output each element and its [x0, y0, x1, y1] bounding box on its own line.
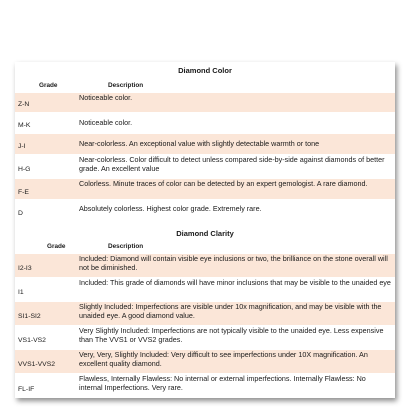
clarity-row-vs1-vs2 [15, 325, 395, 349]
grade-label: VS1-VS2 [18, 337, 46, 344]
diamond-grading-card [15, 62, 395, 398]
grade-description: Very, Very, Slightly Included: Very difficult to see imperfections under 10X magnification. An excellent quality diamond. [79, 350, 368, 368]
color-grade-header: Grade [39, 82, 58, 89]
grade-description: Slightly Included: Imperfections are visible under 10x magnification, and may be visible with the unaided eye. A good diamond value. [79, 302, 382, 320]
grade-label: H-G [18, 166, 31, 173]
grade-description: Near-colorless. An exceptional value with slightly detectable warmth or tone [79, 139, 320, 148]
color-row-m-k [15, 112, 395, 133]
color-table-header [15, 79, 395, 92]
clarity-row-fl-if [15, 373, 395, 397]
clarity-grade-header: Grade [47, 243, 66, 250]
grade-description: Noticeable color. [79, 93, 133, 102]
color-row-h-g [15, 154, 395, 178]
grade-label: F-E [18, 189, 29, 196]
clarity-table-header [15, 240, 395, 253]
grade-description: Flawless, Internally Flawless: No internal or external imperfections. Internally Flawless: No internal Imperfections. Very rare. [79, 374, 366, 392]
grade-label: J-I [18, 143, 26, 150]
color-row-d [15, 199, 395, 219]
clarity-row-vvs1-vvs2 [15, 349, 395, 373]
grade-description: Absolutely colorless. Highest color grade. Extremely rare. [79, 204, 262, 213]
grade-description: Very Slightly Included: Imperfections are not typically visible to the unaided eye. Less expensive than The VVS1 or VVS2 grades. [79, 326, 384, 344]
grade-description: Included: This grade of diamonds will have minor inclusions that may be visible to the unaided eye [79, 278, 391, 287]
grade-label: M-K [18, 122, 31, 129]
color-description-header: Description [108, 82, 144, 89]
section-spacer [15, 219, 395, 227]
clarity-description-header: Description [108, 243, 144, 250]
color-row-z-n [15, 92, 395, 112]
grade-label: FL-IF [18, 386, 35, 393]
grade-label: I1 [18, 289, 24, 296]
grade-label: I2-I3 [18, 265, 32, 272]
grade-description: Colorless. Minute traces of color can be detected by an expert gemologist. A rare diamond. [79, 179, 368, 188]
color-row-j-i [15, 133, 395, 154]
grade-label: Z-N [18, 101, 30, 108]
grade-label: VVS1-VVS2 [18, 361, 56, 368]
clarity-row-i1 [15, 277, 395, 301]
color-table-title: Diamond Color [178, 66, 232, 75]
grade-description: Included: Diamond will contain visible eye inclusions or two, the brilliance on the stone overall will not be diminished. [79, 254, 388, 272]
color-row-f-e [15, 178, 395, 199]
clarity-row-i2-i3 [15, 253, 395, 277]
clarity-row-si1-si2 [15, 301, 395, 325]
grade-description: Near-colorless. Color difficult to detect unless compared side-by-side against diamonds of better grade. An excellent value [79, 155, 385, 173]
grade-label: D [18, 210, 23, 217]
clarity-table-title: Diamond Clarity [176, 229, 234, 238]
grade-description: Noticeable color. [79, 118, 133, 127]
grade-label: SI1-SI2 [18, 313, 41, 320]
